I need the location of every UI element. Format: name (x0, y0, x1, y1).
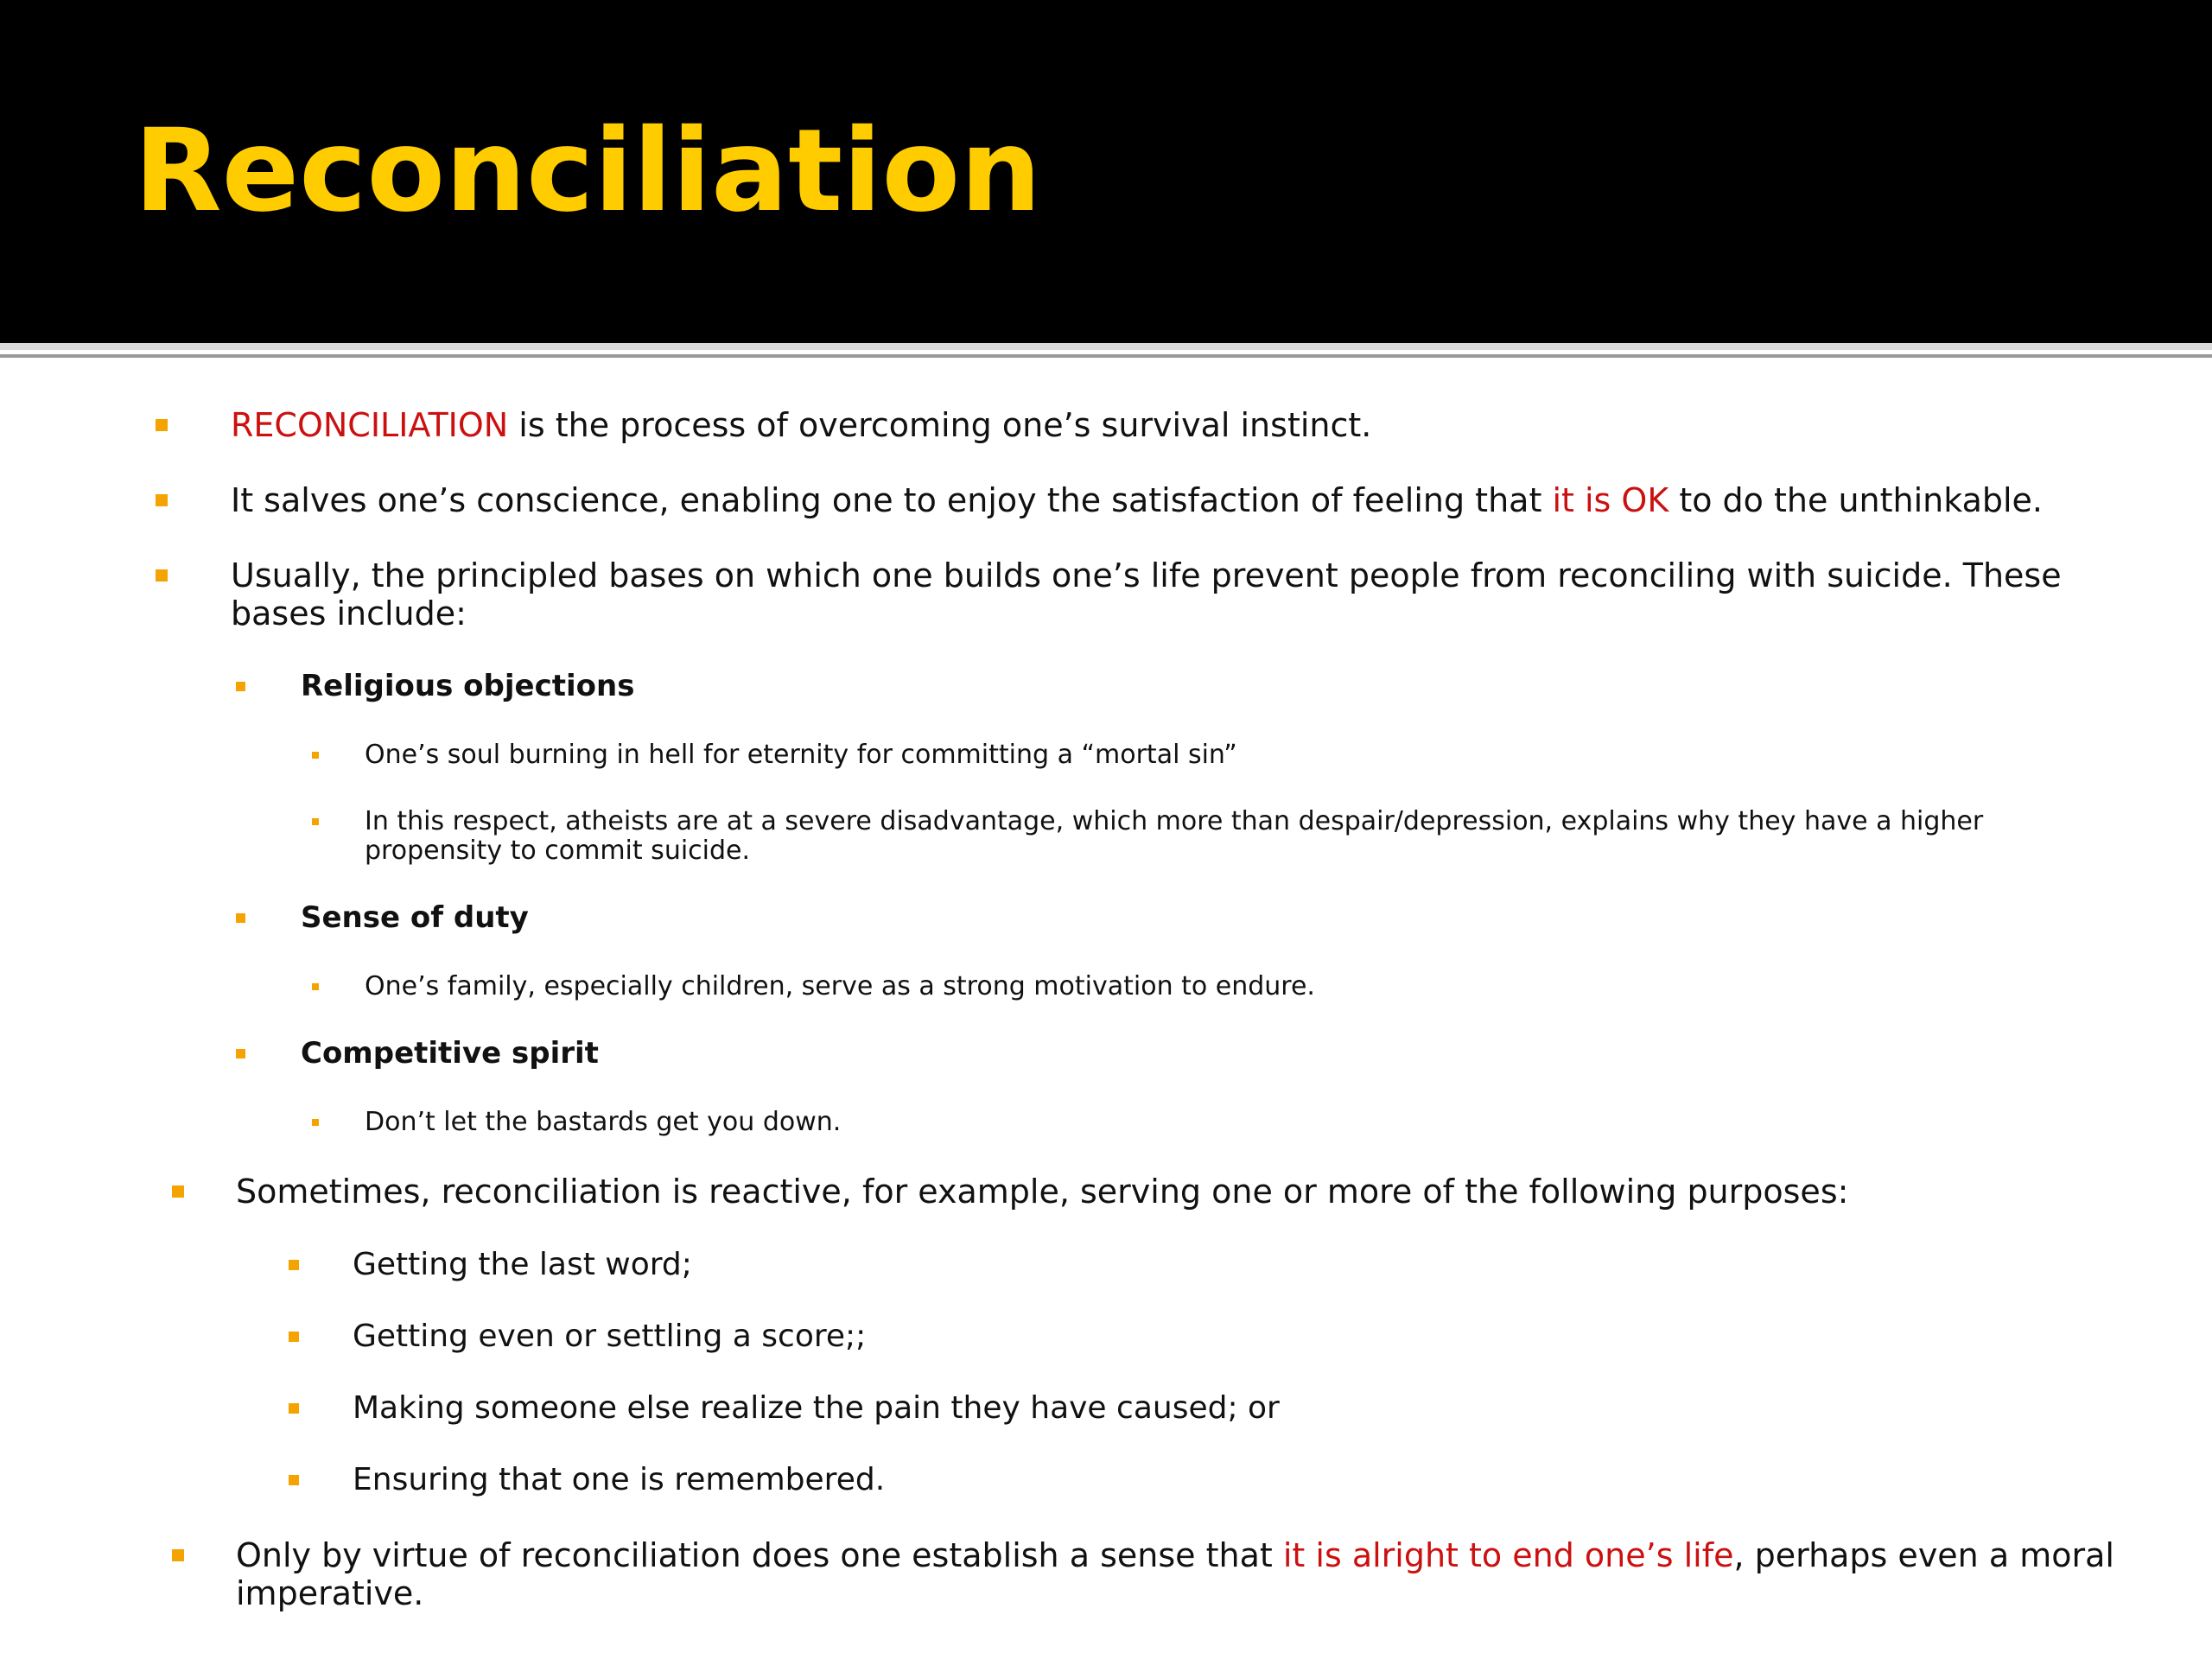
base-heading-duty (0, 900, 2212, 938)
bullet-marker (289, 1260, 299, 1270)
purpose-item (0, 1247, 2212, 1287)
bullet-marker (156, 494, 168, 506)
base-heading-religious (0, 669, 2212, 707)
base-heading-text: Sense of duty (301, 900, 529, 935)
highlight-text: it is OK (1552, 481, 1669, 519)
purpose-text: Getting even or settling a score;; (353, 1319, 867, 1354)
slide-title: Reconciliation (134, 105, 1042, 238)
bullet-text: Usually, the principled bases on which one builds one’s life prevent people from reconciling with suicide. These bases include: (231, 556, 2062, 632)
bullet-conscience (0, 481, 2212, 524)
bullet-definition (0, 406, 2212, 449)
purpose-text: Making someone else realize the pain they have caused; or (353, 1390, 1280, 1426)
bullet-reactive (0, 1173, 2212, 1216)
purpose-item (0, 1462, 2212, 1502)
bullet-marker (289, 1475, 299, 1485)
plain-text: Only by virtue of reconciliation does one establish a sense that (236, 1536, 1283, 1574)
bullet-marker (312, 1119, 319, 1126)
base-point-text: One’s soul burning in hell for eternity for committing a “mortal sin” (365, 740, 1237, 770)
bullet-marker (172, 1185, 184, 1198)
bullet-marker (172, 1549, 184, 1561)
bullet-marker (236, 1049, 245, 1058)
bullet-marker (289, 1332, 299, 1342)
base-point (0, 807, 2212, 869)
base-point-text: In this respect, atheists are at a severe disadvantage, which more than despair/depression, explains why they have a higher propensity to commit suicide. (365, 806, 1984, 866)
bullet-marker (236, 913, 245, 923)
highlight-text: it is alright to end one’s life (1282, 1536, 1734, 1574)
bullet-marker (156, 419, 168, 431)
bullet-marker (236, 682, 245, 691)
purpose-text: Getting the last word; (353, 1247, 692, 1282)
bullet-text (231, 406, 1371, 444)
bullet-marker (312, 983, 319, 990)
base-point (0, 1108, 2212, 1142)
bullet-text: Sometimes, reconciliation is reactive, for example, serving one or more of the following purposes: (236, 1173, 1849, 1211)
purpose-text: Ensuring that one is remembered. (353, 1462, 886, 1497)
plain-text: It salves one’s conscience, enabling one to enjoy the satisfaction of feeling that (231, 481, 1553, 519)
base-point-text: Don’t let the bastards get you down. (365, 1107, 842, 1137)
bullet-principled-bases (0, 556, 2212, 639)
bullet-moral-imperative (0, 1536, 2212, 1619)
bullet-marker (289, 1403, 299, 1414)
base-heading-competitive (0, 1036, 2212, 1074)
bullet-marker (312, 752, 319, 759)
bullet-text (231, 481, 2043, 519)
plain-text: , perhaps even a moral imperative. (236, 1536, 2114, 1612)
base-heading-text: Religious objections (301, 669, 635, 703)
purpose-item (0, 1319, 2212, 1358)
bullet-marker (156, 569, 168, 582)
bullet-text (236, 1536, 2154, 1612)
base-point (0, 972, 2212, 1007)
highlight-text: RECONCILIATION (231, 406, 509, 444)
title-divider-dark (0, 354, 2212, 358)
base-point-text: One’s family, especially children, serve as a strong motivation to endure. (365, 971, 1315, 1001)
bullet-marker (312, 818, 319, 825)
plain-text: is the process of overcoming one’s survival instinct. (508, 406, 1372, 444)
purpose-item (0, 1390, 2212, 1430)
plain-text: to do the unthinkable. (1669, 481, 2044, 519)
title-divider-light (0, 343, 2212, 350)
base-point (0, 741, 2212, 775)
base-heading-text: Competitive spirit (301, 1036, 599, 1071)
